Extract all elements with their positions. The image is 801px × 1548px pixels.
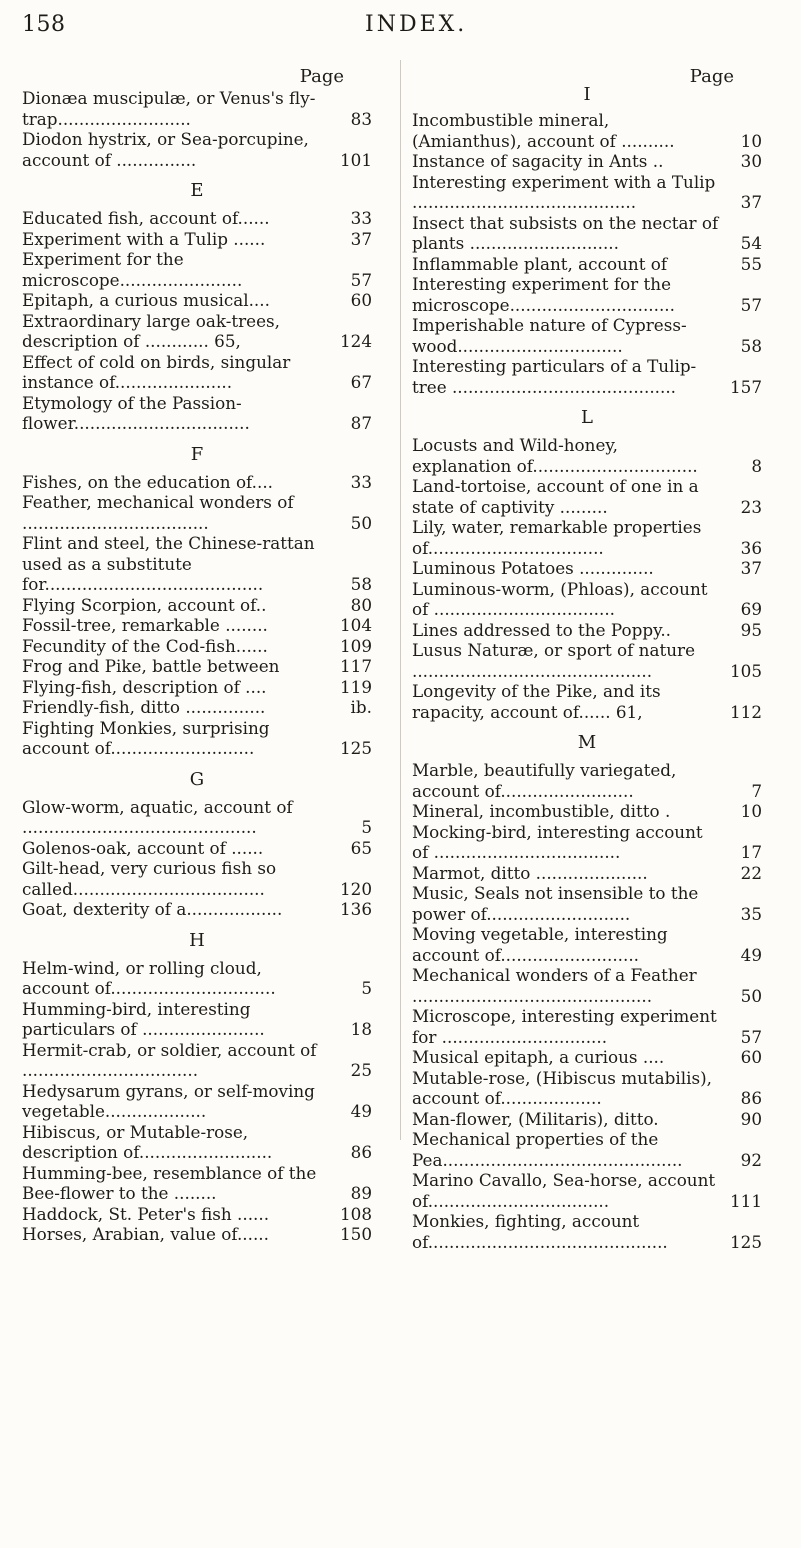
entry-text: Luminous Potatoes .............. xyxy=(412,558,654,578)
index-column-left xyxy=(22,66,372,1245)
entry-text: Humming-bee, resemblance of the Bee-flower to the ........ xyxy=(22,1162,317,1203)
index-entry xyxy=(22,290,372,311)
section-letter: M xyxy=(577,732,597,753)
entry-text: Locusts and Wild-honey, explanation of............................... xyxy=(412,435,698,476)
index-entry xyxy=(412,681,762,722)
entry-page-number: 86 xyxy=(350,1142,372,1162)
index-entry xyxy=(412,558,762,579)
column-divider xyxy=(400,60,401,1140)
entry-page-number: 119 xyxy=(339,676,372,697)
entry-text: Epitaph, a curious musical.... xyxy=(22,290,270,310)
page-number: 158 xyxy=(22,12,66,37)
entry-text: Flying-fish, description of .... xyxy=(22,676,267,697)
entry-page-number: ib. xyxy=(350,697,372,717)
entry-page-number: 57 xyxy=(740,294,762,315)
entry-text: Effect of cold on birds, singular instance of...................... xyxy=(22,351,291,392)
index-entry xyxy=(412,863,762,884)
entry-text: Etymology of the Passion-flower................................. xyxy=(22,392,250,433)
index-entry xyxy=(412,822,762,863)
entry-text: Marble, beautifully variegated, account of......................... xyxy=(412,760,677,801)
index-entry xyxy=(22,858,372,899)
index-entry xyxy=(22,1081,372,1122)
entry-page-number: 25 xyxy=(350,1060,372,1080)
entry-page-number: 37 xyxy=(740,558,762,578)
entry-page-number: 37 xyxy=(740,192,762,212)
page-header xyxy=(0,0,801,60)
index-entry xyxy=(412,579,762,620)
entry-text: Instance of sagacity in Ants .. xyxy=(412,151,664,171)
entry-page-number: 89 xyxy=(350,1183,372,1203)
index-entry xyxy=(22,533,372,595)
index-entry xyxy=(412,1211,762,1252)
entry-page-number: 10 xyxy=(740,801,762,821)
entry-page-number: 92 xyxy=(740,1149,762,1170)
entry-page-number: 117 xyxy=(339,656,372,676)
index-entry xyxy=(22,88,372,129)
section-letter: H xyxy=(189,929,205,951)
entry-text: Friendly-fish, ditto ............... xyxy=(22,697,266,717)
index-entry xyxy=(22,1163,372,1204)
entry-text: Lily, water, remarkable properties of................................. xyxy=(412,517,702,558)
entry-page-number: 35 xyxy=(740,903,762,924)
entry-text: Monkies, fighting, account of............................................. xyxy=(412,1211,668,1252)
entry-text: Imperishable nature of Cypress-wood............................... xyxy=(412,315,687,356)
entry-text: Horses, Arabian, value of...... xyxy=(22,1224,269,1244)
entry-page-number: 86 xyxy=(740,1088,762,1108)
index-entry xyxy=(412,1129,762,1170)
entry-page-number: 105 xyxy=(729,660,762,681)
entry-page-number: 58 xyxy=(740,335,762,356)
entry-text: Longevity of the Pike, and its rapacity, account of...... 61, xyxy=(412,681,661,722)
entry-page-number: 101 xyxy=(339,149,372,170)
entry-page-number: 5 xyxy=(361,817,372,837)
index-entry xyxy=(22,697,372,718)
index-entry xyxy=(412,620,762,641)
index-entry xyxy=(412,356,762,397)
index-entry xyxy=(22,1224,372,1245)
entry-page-number: 49 xyxy=(350,1101,372,1121)
entry-text: Lusus Naturæ, or sport of nature ............................................. xyxy=(412,640,696,681)
entry-page-number: 69 xyxy=(740,599,762,619)
entry-page-number: 109 xyxy=(339,635,372,656)
index-entry xyxy=(22,595,372,616)
section-letter: I xyxy=(583,84,591,105)
entry-text: Haddock, St. Peter's fish ...... xyxy=(22,1203,270,1224)
entry-text: Land-tortoise, account of one in a state of captivity ......... xyxy=(412,476,699,517)
entry-page-number: 37 xyxy=(350,228,372,249)
entry-page-number: 60 xyxy=(740,1047,762,1067)
entry-text: Dionæa muscipulæ, or Venus's fly-trap......................... xyxy=(22,88,316,129)
entry-page-number: 112 xyxy=(729,701,762,722)
entry-text: Goat, dexterity of a.................. xyxy=(22,899,283,919)
entry-page-number: 136 xyxy=(339,899,372,919)
entry-text: Fossil-tree, remarkable ........ xyxy=(22,615,268,635)
entry-text: Feather, mechanical wonders of ................................... xyxy=(22,492,294,533)
index-entry xyxy=(22,999,372,1040)
entry-text: Interesting experiment with a Tulip .......................................... xyxy=(412,171,716,212)
entry-page-number: 120 xyxy=(339,878,372,899)
entry-text: Microscope, interesting experiment for ............................... xyxy=(412,1006,717,1047)
entry-page-number: 65 xyxy=(350,837,372,858)
entry-page-number: 150 xyxy=(339,1224,372,1244)
entry-page-number: 33 xyxy=(350,471,372,492)
entry-page-number: 17 xyxy=(740,842,762,862)
entry-text: Inflammable plant, account of xyxy=(412,253,668,274)
page-column-heading: Page xyxy=(299,66,344,87)
index-column-right xyxy=(412,66,762,1252)
index-entry xyxy=(412,435,762,476)
index-entry xyxy=(22,1040,372,1081)
entry-page-number: 30 xyxy=(740,151,762,171)
entry-text: Marino Cavallo, Sea-horse, account of.................................. xyxy=(412,1170,716,1211)
entry-page-number: 49 xyxy=(740,944,762,965)
index-entry xyxy=(22,492,372,533)
index-entry xyxy=(412,476,762,517)
index-entry xyxy=(412,965,762,1006)
index-entry xyxy=(412,110,762,151)
entry-text: Interesting particulars of a Tulip-tree .......................................... xyxy=(412,356,697,397)
index-entry xyxy=(22,899,372,920)
index-entry xyxy=(22,129,372,170)
index-entry xyxy=(22,677,372,698)
entry-text: Mechanical properties of the Pea............................................. xyxy=(412,1129,683,1170)
entry-page-number: 87 xyxy=(350,413,372,433)
entry-text: Glow-worm, aquatic, account of ............................................ xyxy=(22,796,293,837)
index-entry xyxy=(412,517,762,558)
index-entry xyxy=(22,229,372,250)
index-entry xyxy=(22,208,372,229)
index-entry xyxy=(412,213,762,254)
entry-text: Music, Seals not insensible to the power of........................... xyxy=(412,883,699,924)
page-column-heading: Page xyxy=(689,66,734,87)
index-entry xyxy=(22,311,372,352)
index-entry xyxy=(22,636,372,657)
section-letter: E xyxy=(190,180,204,201)
section-letter: F xyxy=(190,443,204,465)
entry-text: Gilt-head, very curious fish so called.................................... xyxy=(22,858,277,899)
entry-page-number: 5 xyxy=(361,978,372,998)
index-entry xyxy=(412,760,762,801)
entry-text: Humming-bird, interesting particulars of ....................... xyxy=(22,998,265,1039)
entry-page-number: 18 xyxy=(350,1019,372,1039)
entry-text: Man-flower, (Militaris), ditto. xyxy=(412,1108,659,1129)
entry-page-number: 157 xyxy=(729,376,762,397)
index-entry xyxy=(412,172,762,213)
entry-page-number: 80 xyxy=(350,594,372,615)
entry-page-number: 108 xyxy=(339,1203,372,1224)
entry-text: Mineral, incombustible, ditto . xyxy=(412,801,671,821)
index-entry xyxy=(22,393,372,434)
entry-text: Moving vegetable, interesting account of.......................... xyxy=(412,924,668,965)
entry-text: Marmot, ditto ..................... xyxy=(412,862,648,883)
index-entry xyxy=(412,315,762,356)
entry-page-number: 67 xyxy=(350,372,372,392)
entry-text: Mutable-rose, (Hibiscus mutabilis), account of................... xyxy=(412,1067,713,1108)
index-entry xyxy=(22,352,372,393)
entry-text: Extraordinary large oak-trees, description of ............ 65, xyxy=(22,310,280,351)
section-letter: L xyxy=(581,407,593,428)
entry-text: Interesting experiment for the microscope............................... xyxy=(412,274,675,315)
index-entry xyxy=(412,801,762,822)
index-entry xyxy=(22,1204,372,1225)
entry-page-number: 36 xyxy=(740,537,762,558)
index-entry xyxy=(22,958,372,999)
entry-page-number: 124 xyxy=(339,331,372,351)
entry-text: Mocking-bird, interesting account of ................................... xyxy=(412,821,703,862)
entry-text: Flint and steel, the Chinese-rattan used as a substitute for......................................... xyxy=(22,533,315,594)
entry-text: Flying Scorpion, account of.. xyxy=(22,594,267,615)
entry-text: Mechanical wonders of a Feather ............................................. xyxy=(412,965,697,1006)
entry-text: Experiment for the microscope....................... xyxy=(22,249,243,290)
entry-page-number: 50 xyxy=(740,985,762,1006)
index-entry xyxy=(412,254,762,275)
index-entry xyxy=(412,1006,762,1047)
entry-text: Fighting Monkies, surprising account of........................... xyxy=(22,717,270,758)
entry-text: Fishes, on the education of.... xyxy=(22,471,273,492)
entry-page-number: 55 xyxy=(740,253,762,274)
entry-page-number: 7 xyxy=(751,780,762,801)
index-entry xyxy=(22,249,372,290)
index-entry xyxy=(22,838,372,859)
entry-page-number: 90 xyxy=(740,1108,762,1129)
entry-text: Incombustible mineral, (Amianthus), account of .......... xyxy=(412,110,675,151)
index-entry xyxy=(22,472,372,493)
entry-page-number: 23 xyxy=(740,496,762,517)
entry-text: Fecundity of the Cod-fish...... xyxy=(22,635,268,656)
entry-page-number: 50 xyxy=(350,512,372,533)
entry-text: Hibiscus, or Mutable-rose, description of......................... xyxy=(22,1121,273,1162)
entry-page-number: 125 xyxy=(339,738,372,758)
entry-page-number: 8 xyxy=(751,455,762,476)
index-entry xyxy=(412,883,762,924)
entry-text: Golenos-oak, account of ...... xyxy=(22,837,264,858)
entry-text: Hermit-crab, or soldier, account of ................................. xyxy=(22,1039,317,1080)
entry-page-number: 60 xyxy=(350,290,372,310)
entry-page-number: 58 xyxy=(350,574,372,594)
entry-text: Diodon hystrix, or Sea-porcupine, account of ............... xyxy=(22,129,309,170)
index-entry xyxy=(22,718,372,759)
entry-page-number: 125 xyxy=(729,1231,762,1252)
entry-page-number: 57 xyxy=(350,269,372,290)
index-entry xyxy=(412,1170,762,1211)
entry-page-number: 10 xyxy=(740,130,762,151)
entry-page-number: 33 xyxy=(350,208,372,228)
entry-page-number: 95 xyxy=(740,619,762,640)
index-entry xyxy=(412,640,762,681)
entry-page-number: 111 xyxy=(729,1190,762,1211)
entry-page-number: 104 xyxy=(339,615,372,635)
entry-text: Luminous-worm, (Phloas), account of .................................. xyxy=(412,578,708,619)
entry-page-number: 57 xyxy=(740,1026,762,1047)
entry-text: Experiment with a Tulip ...... xyxy=(22,228,266,249)
entry-page-number: 54 xyxy=(740,233,762,253)
index-entry xyxy=(22,656,372,677)
entry-page-number: 83 xyxy=(350,108,372,129)
index-entry xyxy=(412,1109,762,1130)
index-entry xyxy=(412,151,762,172)
index-entry xyxy=(22,797,372,838)
entry-text: Hedysarum gyrans, or self-moving vegetable................... xyxy=(22,1080,315,1121)
index-entry xyxy=(412,1047,762,1068)
index-entry xyxy=(412,1068,762,1109)
entry-page-number: 22 xyxy=(740,862,762,883)
index-entry xyxy=(22,1122,372,1163)
entry-text: Musical epitaph, a curious .... xyxy=(412,1047,665,1067)
index-entry xyxy=(412,924,762,965)
index-entry xyxy=(412,274,762,315)
page-title: INDEX. xyxy=(365,12,468,37)
entry-text: Frog and Pike, battle between xyxy=(22,656,280,676)
entry-text: Helm-wind, or rolling cloud, account of............................... xyxy=(22,957,276,998)
entry-text: Educated fish, account of...... xyxy=(22,208,270,228)
entry-text: Lines addressed to the Poppy.. xyxy=(412,619,671,640)
index-entry xyxy=(22,615,372,636)
entry-text: Insect that subsists on the nectar of plants ............................ xyxy=(412,212,719,253)
section-letter: G xyxy=(189,768,205,790)
